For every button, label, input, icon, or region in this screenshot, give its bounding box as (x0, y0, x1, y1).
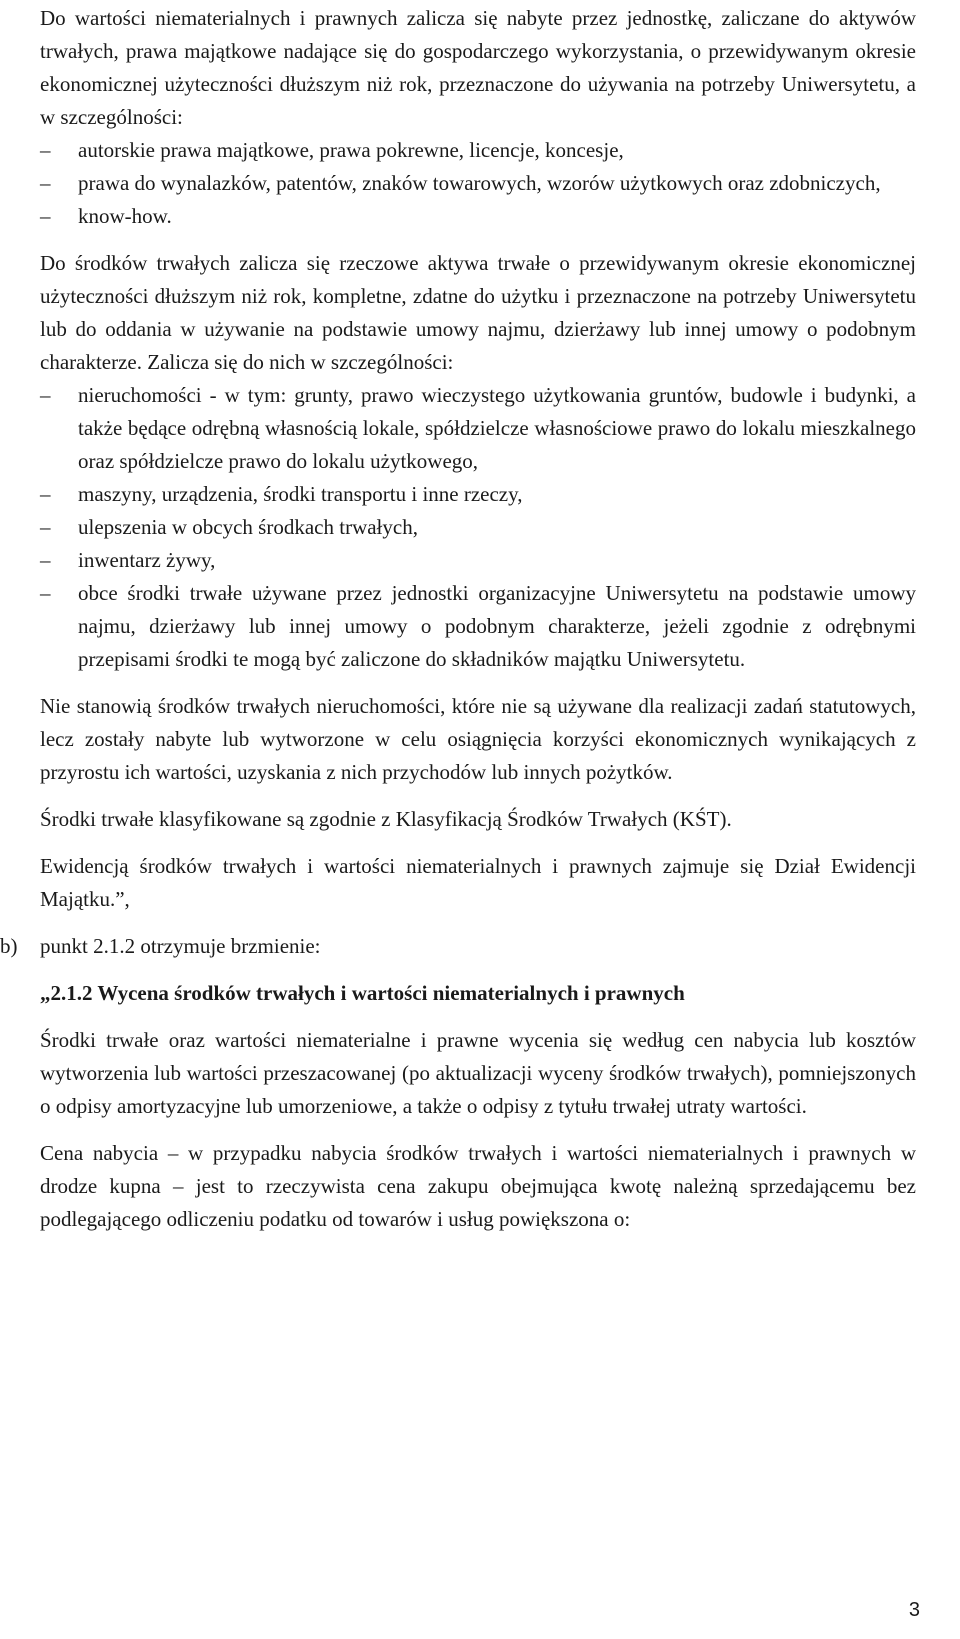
list-item: – ulepszenia w obcych środkach trwałych, (40, 511, 916, 544)
item-text: punkt 2.1.2 otrzymuje brzmienie: (40, 934, 321, 958)
not-fixed-assets-paragraph: Nie stanowią środków trwałych nieruchomości, które nie są używane dla realizacji zadań statutowych, lecz zostały nabyte lub wytworzone w celu osiągnięcia korzyści ekonomicznych wynikających z przyrostu ich wartości, uzyskania z nich przychodów lub innych pożytków. (40, 694, 916, 784)
section-heading: „2.1.2 Wycena środków trwałych i wartości niematerialnych i prawnych (40, 981, 685, 1005)
item-label: b) (0, 934, 18, 958)
valuation-paragraph: Środki trwałe oraz wartości niematerialne i prawne wycenia się według cen nabycia lub kosztów wytworzenia lub wartości przeszacowanej (po aktualizacji wyceny środków trwałych), pomniejszonych o odpisy amortyzacyjne lub umorzeniowe, a także o odpisy z tytułu trwałej utraty wartości. (40, 1028, 916, 1118)
intangibles-list (40, 134, 916, 233)
list-item: – know-how. (40, 200, 916, 233)
dash-bullet: – (40, 204, 51, 228)
classification-paragraph: Środki trwałe klasyfikowane są zgodnie z Klasyfikacją Środków Trwałych (KŚT). (40, 807, 732, 831)
list-item: – prawa do wynalazków, patentów, znaków towarowych, wzorów użytkowych oraz zdobniczych, (40, 167, 916, 200)
list-item: – nieruchomości - w tym: grunty, prawo wieczystego użytkowania gruntów, budowle i budynki, a także będące odrębną własnością lokale, spółdzielcze własnościowe prawo do lokalu mieszkalnego oraz spółdzielcze prawo do lokalu użytkowego, (40, 379, 916, 478)
document-body (0, 2, 916, 1250)
purchase-price-paragraph: Cena nabycia – w przypadku nabycia środków trwałych i wartości niematerialnych i prawnych w drodze kupna – jest to rzeczywista cena zakupu obejmująca kwotę należną sprzedającemu bez podlegającego odliczeniu podatku od towarów i usług powiększona o: (40, 1141, 916, 1231)
list-item: – inwentarz żywy, (40, 544, 916, 577)
dash-bullet: – (40, 482, 51, 506)
dash-bullet: – (40, 383, 51, 407)
fixed-assets-list (40, 379, 916, 676)
records-paragraph: Ewidencją środków trwałych i wartości niematerialnych i prawnych zajmuje się Dział Ewidencji Majątku.”, (40, 854, 916, 911)
dash-bullet: – (40, 138, 51, 162)
fixed-assets-intro: Do środków trwałych zalicza się rzeczowe aktywa trwałe o przewidywanym okresie ekonomicznej użyteczności dłuższym niż rok, kompletne, zdatne do użytku i przeznaczone na potrzeby Uniwersytetu lub do oddania w używanie na podstawie umowy najmu, dzierżawy lub innej umowy o podobnym charakterze. Zalicza się do nich w szczególności: (40, 251, 916, 374)
list-item: – obce środki trwałe używane przez jednostki organizacyjne Uniwersytetu na podstawie umowy najmu, dzierżawy lub innej umowy o podobnym charakterze, jeżeli zgodnie z odrębnymi przepisami środki te mogą być zaliczone do składników majątku Uniwersytetu. (40, 577, 916, 676)
page-number: 3 (908, 1599, 920, 1621)
intangibles-intro: Do wartości niematerialnych i prawnych zalicza się nabyte przez jednostkę, zaliczane do aktywów trwałych, prawa majątkowe nadające się do gospodarczego wykorzystania, o przewidywanym okresie ekonomicznej użyteczności dłuższym niż rok, przeznaczone do używania na potrzeby Uniwersytetu, a w szczególności: (40, 6, 916, 129)
dash-bullet: – (40, 171, 51, 195)
dash-bullet: – (40, 548, 51, 572)
amendment-item-b (0, 930, 916, 963)
list-item: – autorskie prawa majątkowe, prawa pokrewne, licencje, koncesje, (40, 134, 916, 167)
list-item: – maszyny, urządzenia, środki transportu i inne rzeczy, (40, 478, 916, 511)
dash-bullet: – (40, 581, 51, 605)
dash-bullet: – (40, 515, 51, 539)
